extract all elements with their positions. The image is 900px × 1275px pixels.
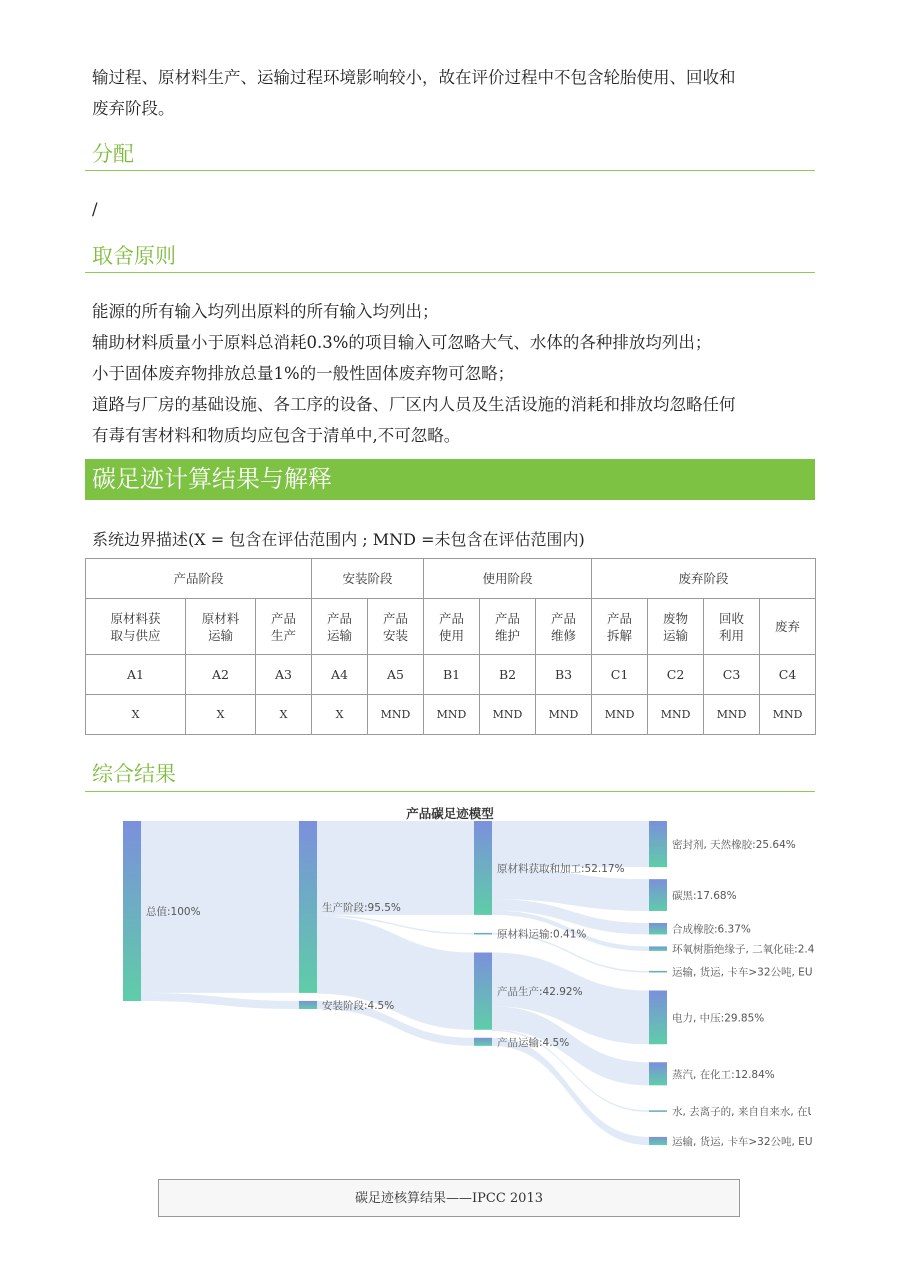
group-cell: 安装阶段 — [312, 559, 424, 599]
code-cell: A5 — [368, 655, 424, 695]
sankey-node — [123, 821, 141, 1001]
cutoff-rules — [92, 296, 736, 451]
status-cell: MND — [536, 695, 592, 735]
cutoff-line: 能源的所有输入均列出原料的所有输入均列出； — [92, 302, 439, 321]
sankey-node — [649, 1062, 667, 1085]
sankey-node-label: 产品生产:42.92% — [497, 986, 583, 999]
sankey-node-label: 蒸汽, 在化工:12.84% — [672, 1068, 775, 1081]
code-cell: A2 — [186, 655, 256, 695]
sankey-node — [649, 946, 667, 950]
status-cell: MND — [704, 695, 760, 735]
sankey-node-label: 原材料运输:0.41% — [497, 928, 587, 941]
results-rule — [85, 791, 815, 792]
cutoff-heading: 取舍原则 — [92, 244, 176, 268]
sankey-node-label: 生产阶段:95.5% — [322, 901, 401, 914]
intro-paragraph — [92, 62, 736, 124]
intro-line-1: 输过程、原材料生产、运输过程环境影响较小，故在评价过程中不包含轮胎使用、回收和 — [92, 68, 736, 87]
sankey-node — [649, 1110, 667, 1112]
group-cell: 使用阶段 — [424, 559, 592, 599]
code-cell: A1 — [86, 655, 186, 695]
sankey-node — [649, 971, 667, 973]
code-cell: A4 — [312, 655, 368, 695]
sankey-node — [474, 1038, 492, 1046]
group-cell: 产品阶段 — [86, 559, 312, 599]
sankey-node — [649, 923, 667, 934]
sankey-node-label: 合成橡胶:6.37% — [672, 923, 751, 936]
cutoff-line: 有毒有害材料和物质均应包含于清单中,不可忽略。 — [92, 426, 461, 445]
group-cell: 废弃阶段 — [592, 559, 816, 599]
chart-title: 产品碳足迹模型 — [406, 806, 494, 821]
stage-cell: 废物 运输 — [648, 599, 704, 655]
allocation-heading: 分配 — [92, 142, 134, 166]
status-cell: MND — [760, 695, 816, 735]
status-cell: X — [312, 695, 368, 735]
code-cell: C4 — [760, 655, 816, 695]
section-banner: 碳足迹计算结果与解释 — [85, 459, 815, 500]
status-cell: X — [256, 695, 312, 735]
sankey-node-label: 碳黑:17.68% — [672, 890, 737, 903]
status-cell: MND — [368, 695, 424, 735]
sankey-node — [299, 821, 317, 993]
sankey-link — [492, 821, 649, 867]
sankey-node-label: 安装阶段:4.5% — [322, 999, 395, 1012]
status-cell: X — [186, 695, 256, 735]
sankey-node-label: 密封剂, 天然橡胶:25.64% — [672, 839, 796, 852]
status-cell: X — [86, 695, 186, 735]
sankey-node-label: 原材料获取和加工:52.17% — [497, 862, 625, 875]
intro-line-2: 废弃阶段。 — [92, 99, 175, 118]
stage-cell: 回收 利用 — [704, 599, 760, 655]
status-cell: MND — [648, 695, 704, 735]
results-heading: 综合结果 — [92, 762, 176, 786]
stage-cell: 产品 运输 — [312, 599, 368, 655]
code-cell: B3 — [536, 655, 592, 695]
code-cell: A3 — [256, 655, 312, 695]
sankey-node — [474, 953, 492, 1030]
sankey-node-label: 总值:100% — [146, 906, 201, 918]
system-boundary-table — [85, 558, 816, 735]
stage-name-row — [86, 599, 816, 655]
sankey-node-label: 水, 去离子的, 来自自来水, 在Ɩ — [672, 1106, 812, 1119]
code-cell: C2 — [648, 655, 704, 695]
code-cell: C3 — [704, 655, 760, 695]
status-cell: MND — [480, 695, 536, 735]
cutoff-line: 小于固体废弃物排放总量1%的一般性固体废弃物可忽略； — [92, 364, 515, 383]
stage-cell: 产品 安装 — [368, 599, 424, 655]
status-cell: MND — [424, 695, 480, 735]
sankey-node — [474, 821, 492, 915]
status-cell: MND — [592, 695, 648, 735]
stage-cell: 原材料 运输 — [186, 599, 256, 655]
boundary-caption: 系统边界描述(X = 包含在评估范围内 ; MND =未包含在评估范围内) — [92, 530, 585, 549]
code-cell: B1 — [424, 655, 480, 695]
sankey-node — [649, 1137, 667, 1145]
sankey-node — [299, 1001, 317, 1009]
cutoff-rule — [85, 272, 815, 273]
sankey-node-label: 产品运输:4.5% — [497, 1036, 570, 1049]
sankey-node — [474, 933, 492, 935]
allocation-body: / — [92, 200, 98, 219]
stage-cell: 产品 生产 — [256, 599, 312, 655]
code-cell: B2 — [480, 655, 536, 695]
sankey-link — [317, 821, 474, 915]
stage-status-row — [86, 695, 816, 735]
allocation-rule — [85, 170, 815, 171]
stage-cell: 产品 维护 — [480, 599, 536, 655]
code-cell: C1 — [592, 655, 648, 695]
sankey-node — [649, 991, 667, 1045]
sankey-svg — [85, 800, 815, 1160]
sankey-node-label: 运输, 货运, 卡车>32公吨, EU — [672, 1135, 813, 1148]
cutoff-line: 辅助材料质量小于原料总消耗0.3%的项目输入可忽略大气、水体的各种排放均列出； — [92, 333, 712, 352]
stage-group-row — [86, 559, 816, 599]
sankey-chart — [85, 800, 815, 1160]
stage-code-row — [86, 655, 816, 695]
stage-cell: 产品 维修 — [536, 599, 592, 655]
stage-cell: 产品 使用 — [424, 599, 480, 655]
figure-caption: 碳足迹核算结果——IPCC 2013 — [158, 1179, 740, 1217]
sankey-node-label: 环氧树脂绝缘子, 二氧化硅:2.4 — [672, 943, 815, 956]
stage-cell: 废弃 — [760, 599, 816, 655]
cutoff-line: 道路与厂房的基础设施、各工序的设备、厂区内人员及生活设施的消耗和排放均忽略任何 — [92, 395, 736, 414]
sankey-node-label: 运输, 货运, 卡车>32公吨, EU — [672, 966, 813, 979]
stage-cell: 原材料获 取与供应 — [86, 599, 186, 655]
sankey-node-label: 电力, 中压:29.85% — [672, 1012, 765, 1025]
sankey-link — [141, 993, 299, 1009]
sankey-node — [649, 821, 667, 867]
stage-cell: 产品 拆解 — [592, 599, 648, 655]
sankey-node — [649, 879, 667, 911]
